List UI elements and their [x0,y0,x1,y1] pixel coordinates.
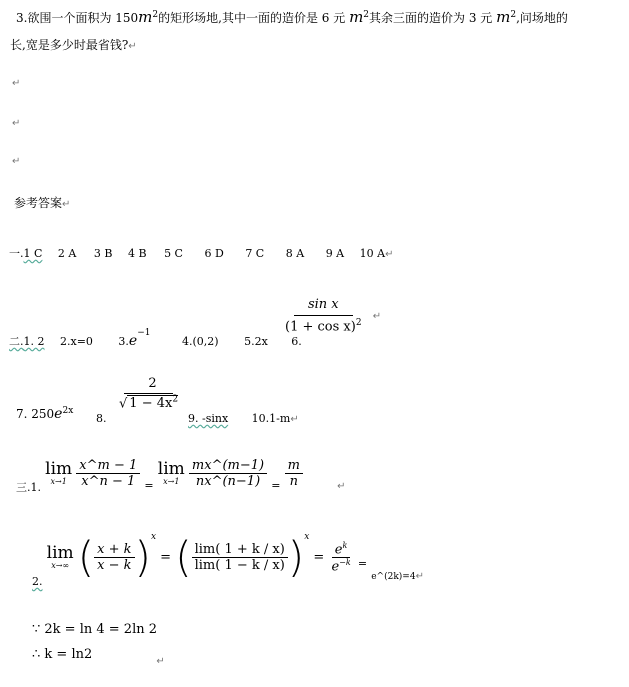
return-mark: ↵ [12,156,21,167]
unit-m: m [349,8,364,26]
answer-item: 8 A [285,247,305,260]
answer-item: 3. [118,335,129,348]
lim-word: lim [45,459,73,479]
frac-numerator: m [285,458,303,474]
answer-item: 9 A [325,247,345,260]
left-paren: ( [77,532,95,582]
part4-row [16,458,345,495]
unit-sup: 2 [510,10,517,20]
answer-item: 2.x=0 [60,335,93,348]
return-mark: ↵ [337,481,346,492]
question-line-2 [10,36,137,53]
frac-numerator: sin x [294,297,353,316]
conclusion-text: ∵ 2k = ln 4 = 2ln 2 [32,622,158,637]
lim-word: lim [46,543,74,563]
question-text-c: 其余三面的造价为 3 元 [369,11,493,25]
answer-item: 5.2x [244,335,268,348]
answer-item: 4.(0,2) [182,335,219,348]
part3-item7 [16,406,73,422]
unit-sup: 2 [152,10,159,20]
return-mark: ↵ [128,41,137,52]
answer-item: 1 C [23,247,43,260]
right-paren: ) [134,532,151,582]
return-mark: ↵ [12,78,21,89]
answers-title [14,194,70,211]
math-exp: 2 [355,318,362,328]
frac-numerator: x + k [94,542,134,558]
lim-word: lim [157,459,185,479]
part3-item9 [188,412,299,425]
sqrt-sign: √ [119,396,128,412]
answer-item: 6. [291,335,302,348]
part2-prefix: 二. [9,335,24,348]
frac-denominator: e [331,559,340,575]
frac-numerator: 2 [124,376,172,394]
equals: = [160,550,172,565]
frac-denominator: lim( 1 − k / x) [194,558,285,573]
return-mark: ↵ [156,656,165,667]
equals: = [144,479,154,492]
return-mark: ↵ [62,199,71,210]
return-mark: ↵ [290,414,299,425]
part4-prefix: 三.1. [16,481,41,494]
math-exp: −1 [137,328,151,338]
answer-item: 2 A [57,247,77,260]
answer-item: 10 A [359,247,386,260]
answer-item: 7 C [245,247,265,260]
conclusion-line-2 [32,647,165,667]
lim-sub: x→∞ [51,561,70,570]
conclusion-line-1 [32,622,157,637]
part3-item8 [96,412,107,425]
frac-numerator: lim( 1 + k / x) [192,542,288,558]
return-mark: ↵ [12,118,21,129]
unit-m: m [496,8,511,26]
answer-item: 8. [96,412,107,425]
part2-fraction [282,297,381,334]
unit-sup: 2 [363,10,370,20]
frac-denominator: 1 − 4x [129,396,173,412]
frac-numerator: e [334,542,343,557]
part1-row [9,245,393,261]
left-paren: ( [175,532,192,582]
conclusion-text: ∴ k = ln2 [32,647,93,662]
equals: = [313,550,325,565]
part2-row [9,328,302,349]
equals: = [271,479,281,492]
answer-item: 10.1-m [251,412,291,425]
question-text-d: ,问场地的 [516,11,568,25]
frac-numerator: mx^(m−1) [189,458,267,474]
right-paren: ) [287,532,305,582]
answer-item: 4 B [127,247,147,260]
answer-item: 3 B [93,247,113,260]
frac-denominator: nx^(n−1) [195,474,261,489]
question-text-2: 长,宽是多少时最省钱? [10,38,129,52]
equals: = [357,557,368,570]
math-exp: x [304,532,310,542]
math-exp: x [150,532,157,542]
frac-denominator: x − k [97,558,132,573]
answer-item: 6 D [204,247,224,260]
unit-m: m [138,8,153,26]
frac-numerator: x^m − 1 [76,458,140,474]
question-text-a: 3.欲围一个面积为 150 [16,11,139,25]
part5-prefix: 2. [32,575,43,588]
question-text-b: 的矩形场地,其中一面的造价是 6 元 [158,11,346,25]
result-text: e^(2k)=4 [371,572,416,582]
answer-item: 9. -sinx [188,412,229,425]
answer-item: 7. 250 [16,407,55,421]
math-e: e [128,333,138,349]
return-mark: ↵ [372,311,382,323]
math-exp: −k [339,558,351,567]
lim-sub: x→1 [163,477,180,486]
frac-denominator: (1 + cos x) [285,319,356,335]
return-mark: ↵ [415,571,424,582]
lim-sub: x→1 [50,477,67,486]
question-line-1 [16,8,568,26]
answers-title-text: 参考答案 [14,196,63,210]
part5-row [32,532,424,588]
math-e: e [54,406,63,422]
answer-item: 1. 2 [23,335,45,348]
return-mark: ↵ [385,249,394,260]
frac-denominator: n [289,474,298,489]
math-exp: k [342,540,348,550]
math-exp: 2x [62,406,74,416]
math-exp: 2 [172,395,179,405]
part1-prefix: 一. [9,247,24,260]
part3-fraction [116,376,181,411]
answer-item: 5 C [164,247,183,260]
frac-denominator: x^n − 1 [81,474,136,489]
